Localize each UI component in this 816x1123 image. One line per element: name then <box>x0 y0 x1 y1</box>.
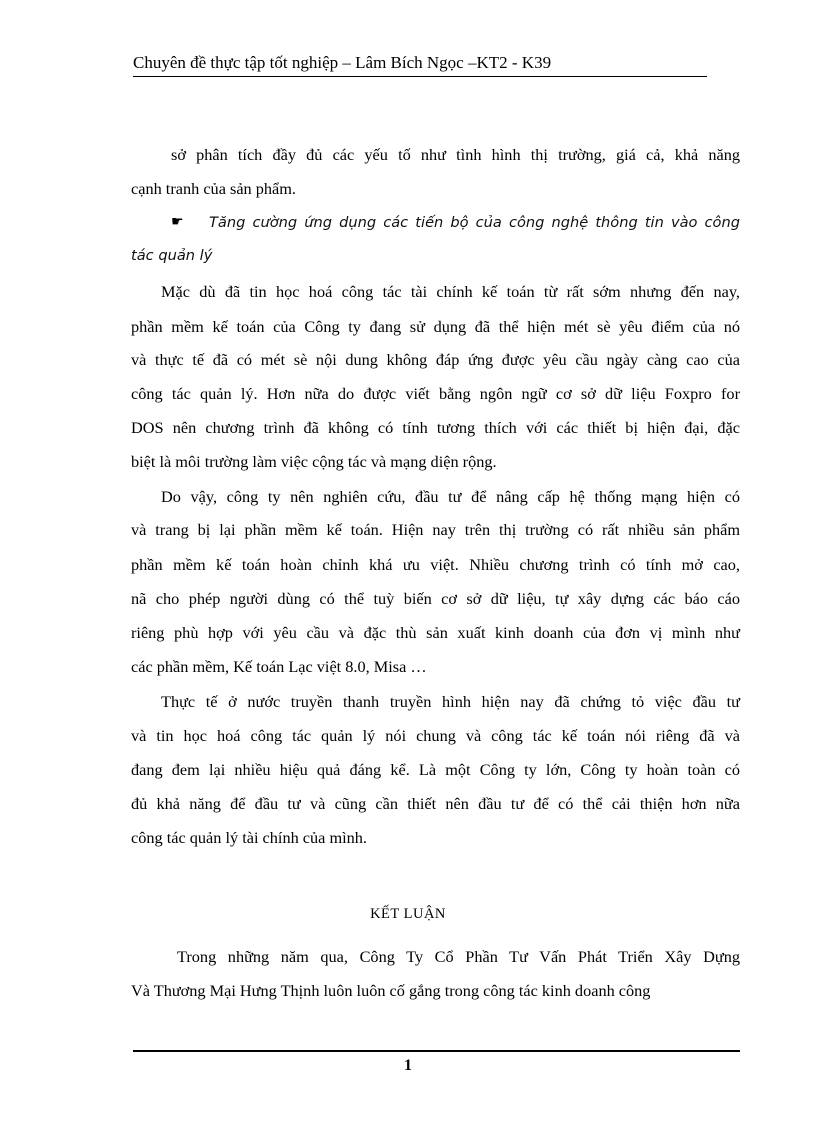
body-line: công tác quản lý. Hơn nữa do được viết bằng ngôn ngữ cơ sở dữ liệu Foxpro for <box>131 384 740 403</box>
body-line: Do vậy, công ty nên nghiên cứu, đầu tư để nâng cấp hệ thống mạng hiện có <box>161 487 740 506</box>
italic-subheading: tác quản lý <box>131 247 213 264</box>
body-line: Trong những năm qua, Công Ty Cổ Phần Tư Vấn Phát Triển Xây Dựng <box>177 947 740 966</box>
body-line: biệt là môi trường làm việc cộng tác và mạng diện rộng. <box>131 452 497 471</box>
italic-subheading: Tăng cường ứng dụng các tiến bộ của công nghệ thông tin vào công <box>209 214 740 231</box>
footer-divider <box>133 1050 740 1052</box>
body-line: đang đem lại nhiều hiệu quả đáng kể. Là một Công ty lớn, Công ty hoàn toàn có <box>131 760 740 779</box>
body-line: các phần mềm, Kế toán Lạc việt 8.0, Misa … <box>131 657 427 676</box>
body-line: và trang bị lại phần mềm kế toán. Hiện nay trên thị trường có rất nhiều sản phẩm <box>131 520 740 539</box>
body-line: Thực tế ở nước truyền thanh truyền hình hiện nay đã chứng tỏ việc đầu tư <box>161 692 740 711</box>
page-number: 1 <box>404 1057 412 1074</box>
conclusion-heading: KẾT LUẬN <box>370 906 446 922</box>
body-line: Mặc dù đã tin học hoá công tác tài chính kế toán từ rất sớm nhưng đến nay, <box>161 282 740 301</box>
body-line: nã cho phép người dùng có thể tuỳ biến cơ sở dữ liệu, tự xây dựng các báo cáo <box>131 589 740 608</box>
body-line: phần mềm kế toán hoàn chỉnh khá ưu việt. Nhiều chương trình có tính mở cao, <box>131 555 740 574</box>
body-line: cạnh tranh của sản phẩm. <box>131 179 297 198</box>
body-line: và tin học hoá công tác quản lý nói chung và công tác kế toán nói riêng đã và <box>131 726 740 745</box>
body-line: phần mềm kế toán của Công ty đang sử dụng đã thể hiện mét sè yêu điểm của nó <box>131 317 740 336</box>
running-header: Chuyên đề thực tập tốt nghiệp – Lâm Bích Ngọc –KT2 - K39 <box>133 53 552 72</box>
body-line: riêng phù hợp với yêu cầu và đặc thù sản xuất kinh doanh của đơn vị mình như <box>131 623 740 642</box>
body-line: sở phân tích đầy đủ các yếu tố như tình hình thị trường, giá cả, khả năng <box>171 145 740 164</box>
body-line: DOS nên chương trình đã không có tính tương thích với các thiết bị hiện đại, đặc <box>131 418 740 437</box>
body-line: công tác quản lý tài chính của mình. <box>131 828 368 847</box>
body-line: Và Thương Mại Hưng Thịnh luôn luôn cố gắng trong công tác kinh doanh công <box>131 981 651 1000</box>
body-line: đủ khả năng để đầu tư và cũng cần thiết nên đầu tư để có thể cải thiện hơn nữa <box>131 794 740 813</box>
pointing-hand-icon: ☛ <box>171 215 184 230</box>
header-divider <box>133 76 707 77</box>
body-line: và thực tế đã có mét sè nội dung không đáp ứng được yêu cầu ngày càng cao của <box>131 350 740 369</box>
